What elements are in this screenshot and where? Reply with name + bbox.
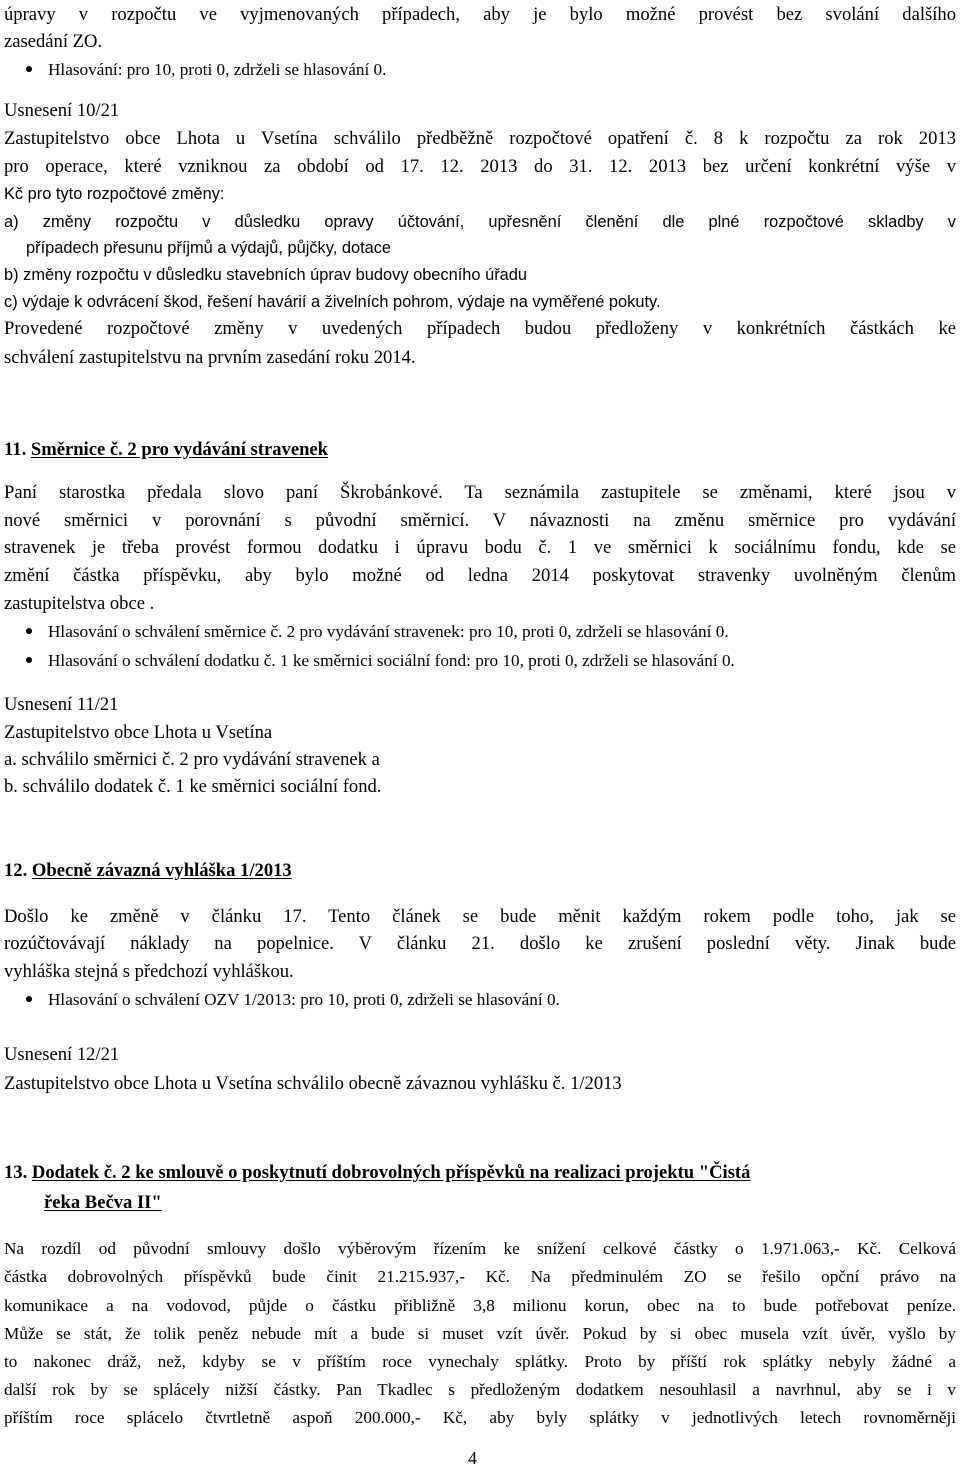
text-line: zasedání ZO. bbox=[4, 31, 103, 52]
text-line: to nakonec dráž, než, kdyby se v příštím roce vynechaly splátky. Proto by příští rok splátky nebyly žádné a bbox=[4, 1352, 956, 1371]
vote-bullet bbox=[26, 55, 386, 84]
section-number: 11. bbox=[4, 439, 27, 460]
text-line: stravenek je třeba provést formou dodatku i úpravu bodu č. 1 ve směrnici k sociálnímu fondu, kde se bbox=[4, 537, 956, 558]
text-line: Zastupitelstvo obce Lhota u Vsetína bbox=[4, 722, 273, 743]
text-line: zastupitelstva obce . bbox=[4, 593, 155, 614]
vote-bullet bbox=[26, 617, 729, 646]
section-heading-13 bbox=[4, 1158, 750, 1187]
text-line: Došlo ke změně v článku 17. Tento článek se bude měnit každým rokem podle toho, jak se bbox=[4, 906, 956, 927]
text-line: úpravy v rozpočtu ve vyjmenovaných případech, aby je bylo možné provést bez svolání dalšího bbox=[4, 4, 956, 25]
text-line: a. schválilo směrnici č. 2 pro vydávání stravenek a bbox=[4, 749, 380, 770]
text-line: schválení zastupitelstvu na prvním zasedání roku 2014. bbox=[4, 347, 416, 368]
vote-bullet bbox=[26, 646, 735, 675]
section-title: Dodatek č. 2 ke smlouvě o poskytnutí dobrovolných příspěvků na realizaci projektu "Čistá bbox=[31, 1162, 751, 1183]
text-line: změní částka příspěvku, aby bylo možné od ledna 2014 poskytovat stravenky uvolněným členům bbox=[4, 565, 956, 586]
text-line: Provedené rozpočtové změny v uvedených případech budou předloženy v konkrétních částkách ke bbox=[4, 318, 956, 339]
resolution-title: Usnesení 12/21 bbox=[4, 1044, 120, 1065]
text-line: Na rozdíl od původní smlouvy došlo výběrovým řízením ke snížení celkové částky o 1.971.063,- Kč. Celková bbox=[4, 1239, 956, 1258]
text-line: nové směrnici v porovnání s původní směrnicí. V návaznosti na změnu směrnice pro vydávání bbox=[4, 510, 956, 531]
text-line: komunikace a na vodovod, půjde o částku přibližně 3,8 milionu korun, obec na to bude potřebovat peníze. bbox=[4, 1296, 956, 1315]
vote-text: Hlasování o schválení dodatku č. 1 ke směrnici sociální fond: pro 10, proti 0, zdrželi se hlasování 0. bbox=[48, 651, 735, 670]
resolution-title: Usnesení 11/21 bbox=[4, 694, 119, 715]
section-title: Směrnice č. 2 pro vydávání stravenek bbox=[30, 439, 329, 460]
section-number: 13. bbox=[4, 1162, 28, 1183]
vote-text: Hlasování o schválení směrnice č. 2 pro vydávání stravenek: pro 10, proti 0, zdrželi se hlasování 0. bbox=[48, 622, 729, 641]
section-title-continued: řeka Bečva II" bbox=[44, 1192, 162, 1213]
text-line: případech přesunu příjmů a výdajů, půjčky, dotace bbox=[26, 239, 392, 257]
text-line: b) změny rozpočtu v důsledku stavebních úprav budovy obecního úřadu bbox=[4, 266, 527, 284]
text-line: další rok by se splácely nižší částky. Pan Tkadlec s předloženým dodatkem nesouhlasil a navrhnul, aby se i v bbox=[4, 1380, 956, 1399]
text-line: vyhláška stejná s předchozí vyhláškou. bbox=[4, 961, 294, 982]
vote-text: Hlasování o schválení OZV 1/2013: pro 10, proti 0, zdrželi se hlasování 0. bbox=[48, 990, 560, 1009]
vote-bullet bbox=[26, 985, 560, 1014]
text-line: c) výdaje k odvrácení škod, řešení havárií a živelních pohrom, výdaje na vyměřené pokuty. bbox=[4, 293, 661, 311]
text-line: Zastupitelstvo obce Lhota u Vsetína schválilo obecně závaznou vyhlášku č. 1/2013 bbox=[4, 1073, 622, 1094]
text-line: Zastupitelstvo obce Lhota u Vsetína schválilo předběžně rozpočtové opatření č. 8 k rozpočtu za rok 2013 bbox=[4, 128, 956, 149]
text-line: Kč pro tyto rozpočtové změny: bbox=[4, 185, 225, 203]
text-line: rozúčtovávají náklady na popelnice. V článku 21. došlo ke zrušení poslední věty. Jinak bude bbox=[4, 933, 956, 954]
section-heading-12 bbox=[4, 856, 292, 885]
vote-text: Hlasování: pro 10, proti 0, zdrželi se hlasování 0. bbox=[48, 60, 387, 79]
text-line: Paní starostka předala slovo paní Škrobánkové. Ta seznámila zastupitele se změnami, které jsou v bbox=[4, 482, 956, 503]
text-line: částka dobrovolných příspěvků bude činit 21.215.937,- Kč. Na předminulém ZO se řešilo opční právo na bbox=[4, 1267, 956, 1286]
text-line: b. schválilo dodatek č. 1 ke směrnici sociální fond. bbox=[4, 776, 382, 797]
section-title: Obecně závazná vyhláška 1/2013 bbox=[31, 860, 292, 881]
text-line: pro operace, které vzniknou za období od 17. 12. 2013 do 31. 12. 2013 bez určení konkrétní výše v bbox=[4, 156, 956, 177]
section-number: 12. bbox=[4, 860, 28, 881]
page-number: 4 bbox=[468, 1448, 477, 1468]
resolution-title: Usnesení 10/21 bbox=[4, 100, 120, 121]
text-line: příštím roce splácelo čtvrtletně aspoň 200.000,- Kč, aby byly splátky v jednotlivých letech rovnoměrněji bbox=[4, 1408, 956, 1427]
text-line: Může se stát, že tolik peněz nebude mít a bude si muset vzít úvěr. Pokud by si obec musela vzít úvěr, vyšlo by bbox=[4, 1324, 956, 1343]
text-line: a) změny rozpočtu v důsledku opravy účtování, upřesnění členění dle plné rozpočtové skladby v bbox=[4, 213, 956, 231]
section-heading-11 bbox=[4, 435, 328, 464]
